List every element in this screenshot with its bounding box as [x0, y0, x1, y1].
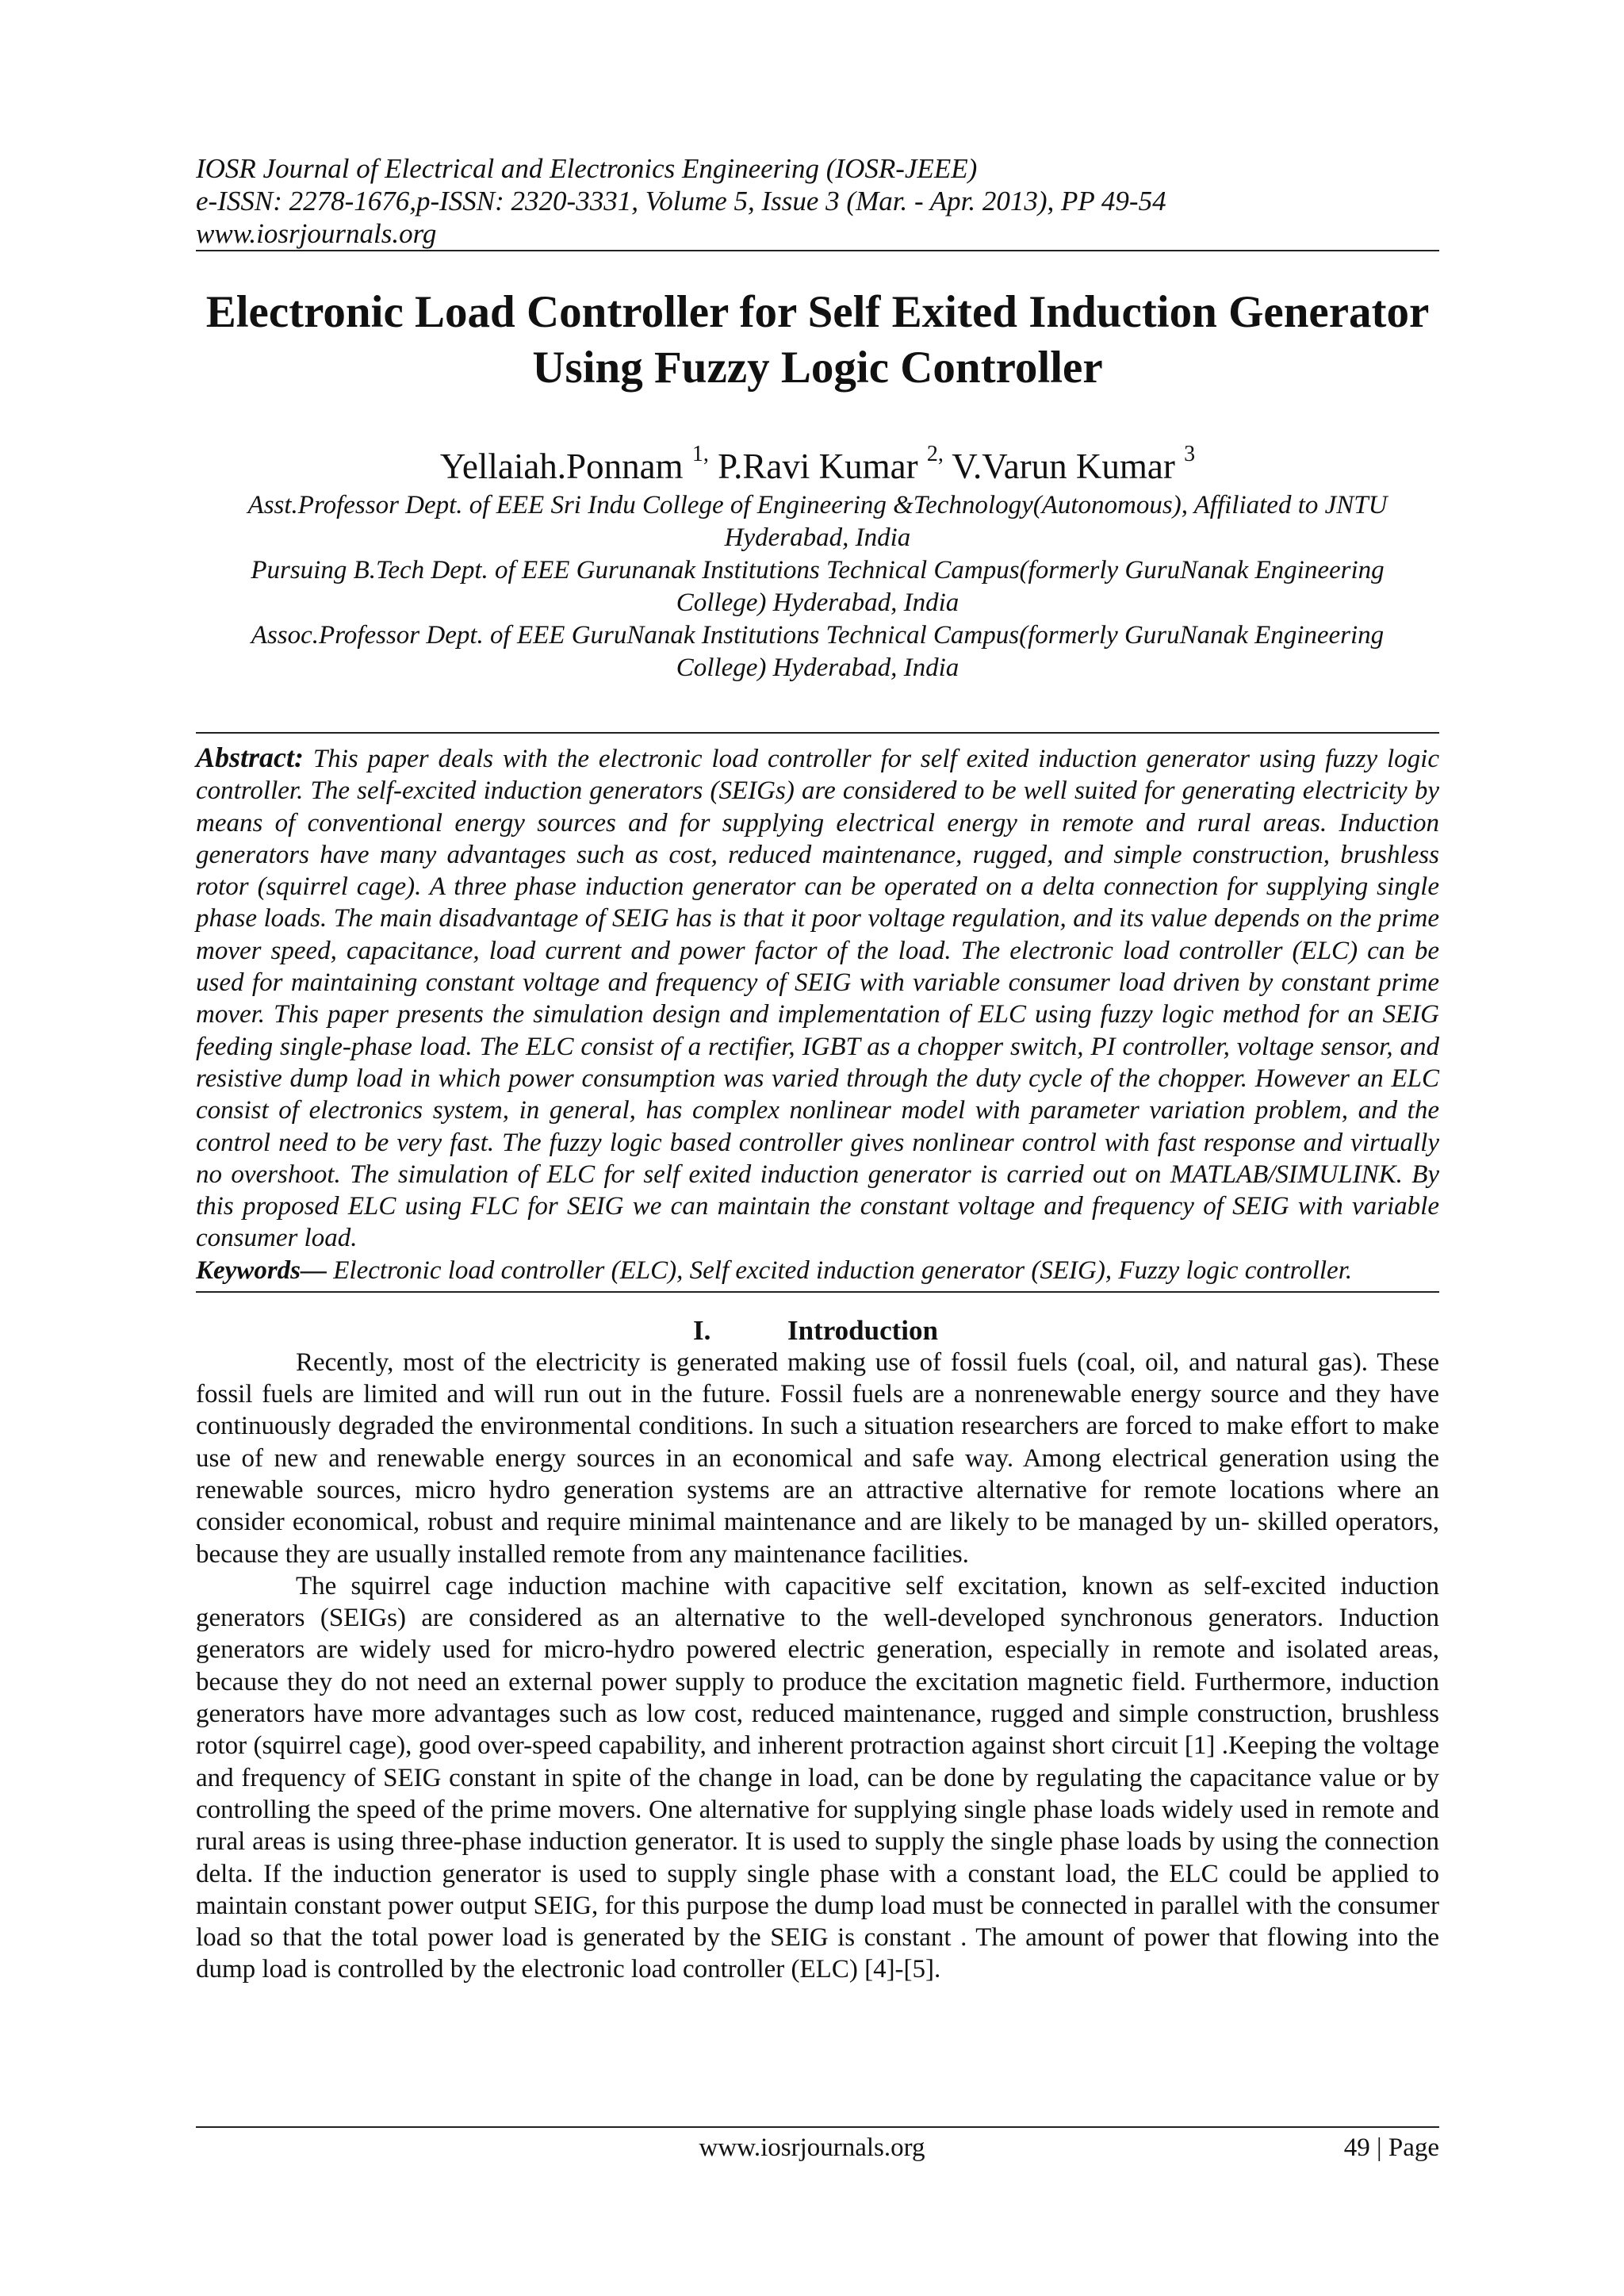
keywords-label: Keywords—: [196, 1255, 327, 1285]
author-name: Yellaiah.Ponnam: [439, 447, 692, 486]
journal-issn: e-ISSN: 2278-1676,p-ISSN: 2320-3331, Volume 5, Issue 3 (Mar. - Apr. 2013), PP 49-54: [196, 186, 1166, 217]
affiliation-line: Assoc.Professor Dept. of EEE GuruNanak Institutions Technical Campus(formerly GuruNanak Engineering: [251, 621, 1385, 650]
affiliation-line: College) Hyderabad, India: [676, 654, 959, 682]
journal-name: IOSR Journal of Electrical and Electronics Engineering (IOSR-JEEE): [196, 153, 978, 184]
abstract: [196, 742, 1439, 1255]
title-line-1: Electronic Load Controller for Self Exited Induction Generator: [205, 287, 1430, 337]
abstract-block: [196, 732, 1439, 1293]
footer-website[interactable]: www.iosrjournals.org: [699, 2133, 925, 2162]
author-affil-mark: 3: [1184, 442, 1196, 466]
abstract-label: Abstract:: [196, 742, 304, 773]
body-paragraph: The squirrel cage induction machine with capacitive self excitation, known as self-excited induction generators (SEIGs) are considered as an alternative to the well-developed synchronous generators. Induction generators are widely used for micro-hydro powered electric generation, especially in remote and isolated areas, because they do not need an external power supply to produce the excitation magnetic field. Furthermore, induction generators have more advantages such as low cost, reduced maintenance, rugged and simple construction, brushless rotor (squirrel cage), good over-speed capability, and inherent protraction against short circuit [1] .Keeping the voltage and frequency of SEIG constant in spite of the change in load, can be done by regulating the capacitance value or by controlling the speed of the prime movers. One alternative for supplying single phase loads widely used in remote and rural areas is using three-phase induction generator. It is used to supply the single phase loads by using the connection delta. If the induction generator is used to supply single phase with a constant load, the ELC could be applied to maintain constant power output SEIG, for this purpose the dump load must be connected in parallel with the consumer load so that the total power load is generated by the SEIG is constant . The amount of power that flowing into the dump load is controlled by the electronic load controller (ELC) [4]-[5].: [196, 1571, 1439, 1984]
page-number: 49 | Page: [1343, 2133, 1439, 2162]
affiliation-line: Pursuing B.Tech Dept. of EEE Gurunanak Institutions Technical Campus(formerly GuruNanak Engineering: [251, 556, 1385, 585]
section-number: I.: [693, 1314, 711, 1346]
author-affil-mark: 2,: [926, 442, 944, 466]
journal-header: [196, 152, 1439, 250]
keywords: [196, 1255, 1439, 1286]
affiliation-line: Asst.Professor Dept. of EEE Sri Indu College of Engineering &Technology(Autonomous), Affiliated to JNTU: [247, 491, 1388, 519]
affiliation-line: College) Hyderabad, India: [676, 588, 959, 617]
affiliations: [196, 489, 1439, 684]
author-list: [196, 443, 1439, 489]
section-title: Introduction: [787, 1314, 938, 1346]
body-paragraph: Recently, most of the electricity is generated making use of fossil fuels (coal, oil, and natural gas). These fossil fuels are limited and will run out in the future. Fossil fuels are a nonrenewable energy source and they have continuously degraded the environmental conditions. In such a situation researchers are forced to make effort to make use of new and renewable energy sources in an economical and safe way. Among electrical generation using the renewable sources, micro hydro generation systems are an attractive alternative for remote locations where an consider economical, robust and require minimal maintenance and are likely to be managed by un- skilled operators, because they are usually installed remote from any maintenance facilities.: [196, 1347, 1439, 1569]
title-line-2: Using Fuzzy Logic Controller: [532, 343, 1103, 393]
header-rule: [196, 250, 1439, 251]
paper-title: [196, 285, 1439, 396]
abstract-text: This paper deals with the electronic load controller for self exited induction generator using fuzzy logic controller. The self-excited induction generators (SEIGs) are considered to be well suited for generating electricity by means of conventional energy sources and for supplying electrical energy in remote and rural areas. Induction generators have many advantages such as cost, reduced maintenance, rugged, and simple construction, brushless rotor (squirrel cage). A three phase induction generator can be operated on a delta connection for supplying single phase loads. The main disadvantage of SEIG has is that it poor voltage regulation, and its value depends on the prime mover speed, capacitance, load current and power factor of the load. The electronic load controller (ELC) can be used for maintaining constant voltage and frequency of SEIG with variable consumer load driven by constant prime mover. This paper presents the simulation design and implementation of ELC using fuzzy logic method for an SEIG feeding single-phase load. The ELC consist of a rectifier, IGBT as a chopper switch, PI controller, voltage sensor, and resistive dump load in which power consumption was varied through the duty cycle of the chopper. However an ELC consist of electronics system, in general, has complex nonlinear model with parameter variation problem, and the control need to be very fast. The fuzzy logic based controller gives nonlinear control with fast response and virtually no overshoot. The simulation of ELC for self exited induction generator is carried out on MATLAB/SIMULINK. By this proposed ELC using FLC for SEIG we can maintain the constant voltage and frequency of SEIG with variable consumer load.: [196, 745, 1439, 1253]
section-heading: [196, 1315, 1439, 1347]
affiliation-line: Hyderabad, India: [724, 523, 911, 552]
footer-rule: [196, 2126, 1439, 2128]
journal-website[interactable]: www.iosrjournals.org: [196, 218, 437, 249]
author-affil-mark: 1,: [691, 442, 709, 466]
author-name: P.Ravi Kumar: [708, 447, 927, 486]
author-name: V.Varun Kumar: [943, 447, 1185, 486]
page-content: [196, 152, 1439, 1986]
keywords-text: Electronic load controller (ELC), Self excited induction generator (SEIG), Fuzzy logic controller.: [327, 1255, 1353, 1285]
